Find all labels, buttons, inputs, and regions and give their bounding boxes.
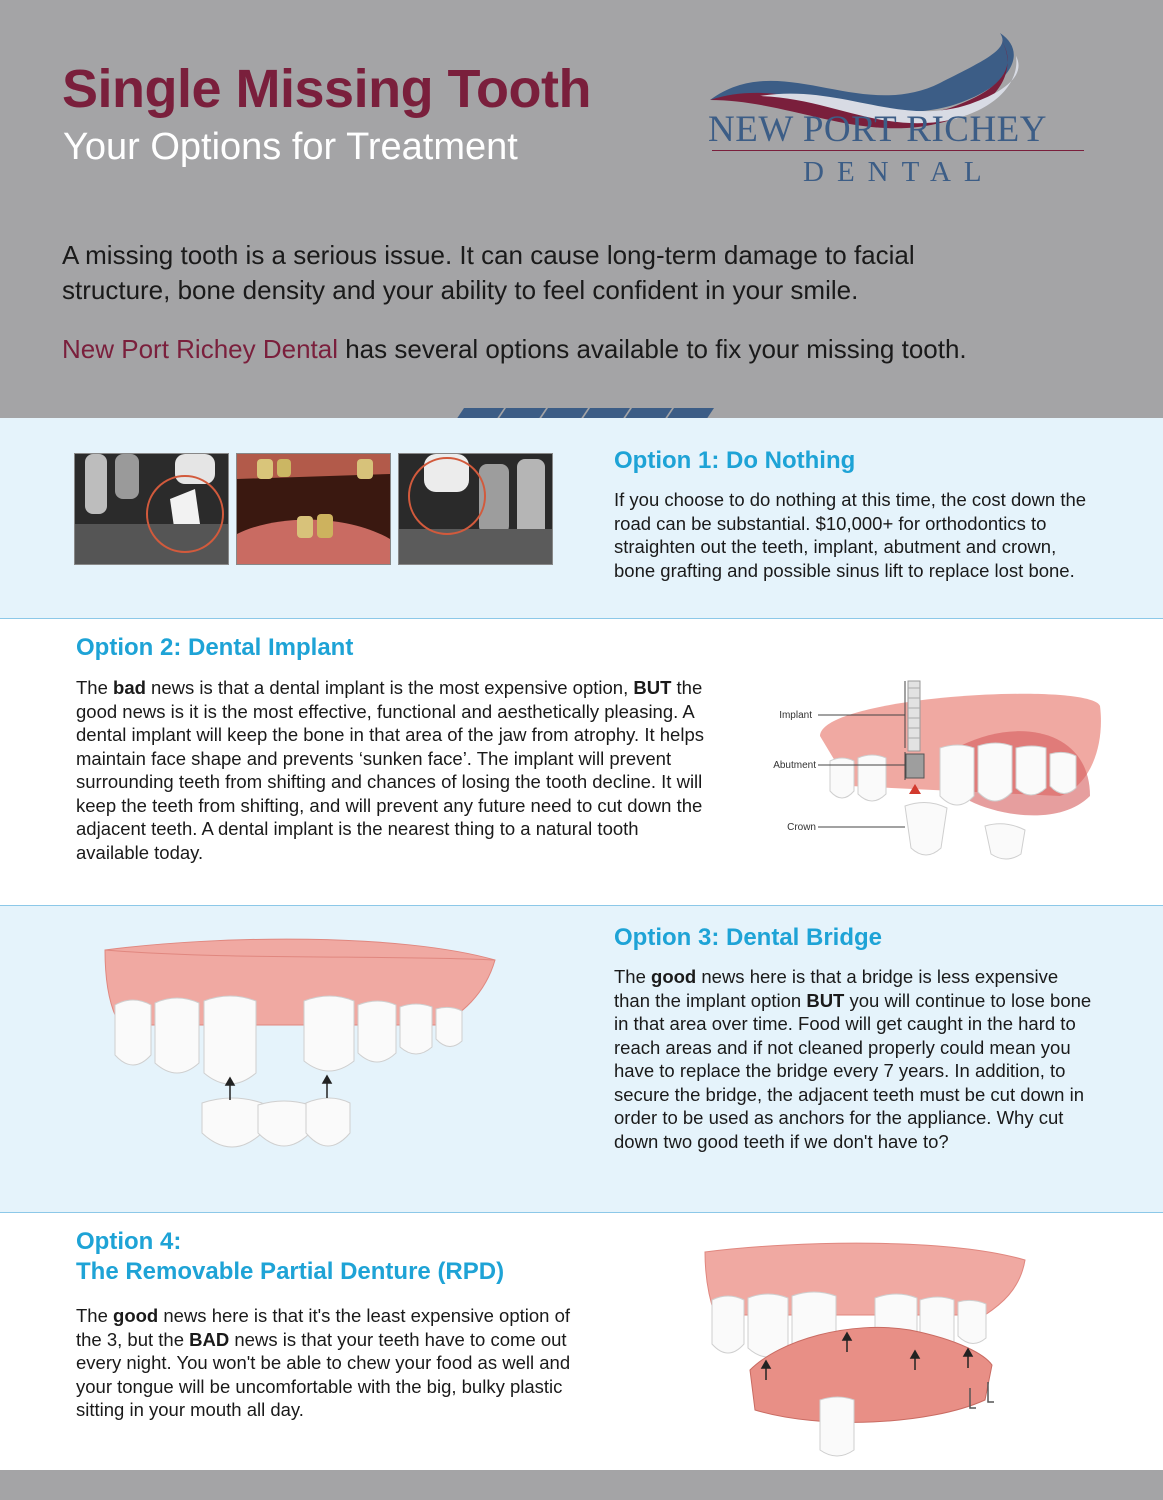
bridge-diagram [100, 935, 500, 1165]
intro-statement-text: has several options available to fix your missing tooth. [338, 334, 967, 364]
intro-statement [62, 334, 967, 365]
text-run: the good news is it is the most effective, functional and aesthetically pleasing. A dental implant will keep the bone in that area of the jaw from atrophy. It helps maintain face shape and prevents ‘sunken face’. The implant will prevent surrounding teeth from shifting and chances of losing the tooth decline. It will keep the teeth from shifting, and will prevent any future need to cut down the adjacent teeth. A dental implant is the nearest thing to a natural tooth available today. [76, 677, 704, 863]
text-emphasis: good [651, 966, 697, 987]
text-run: news here is that a bridge is less expensive than the implant option [614, 966, 1059, 1011]
logo-subwordmark: DENTAL [803, 156, 995, 188]
text-run: The [76, 1305, 114, 1326]
text-run: The [614, 966, 652, 987]
intro-paragraph: A missing tooth is a serious issue. It can cause long-term damage to facial structure, bone density and your ability to feel confident in your smile. [62, 240, 915, 305]
text-emphasis: bad [113, 677, 146, 698]
text-run: news is that a dental implant is the most expensive option, [145, 677, 634, 698]
option2-body [76, 676, 716, 864]
page-subtitle: Your Options for Treatment [63, 126, 518, 168]
divider [0, 618, 1163, 619]
text-emphasis: BUT [806, 989, 845, 1011]
text-run: news is that your teeth have to come out every night. You won't be able to chew your food as well and your tongue will be uncomfortable with the big, bulky plastic sitting in your mouth all day. [76, 1328, 571, 1420]
divider [0, 1212, 1163, 1213]
option1-body: If you choose to do nothing at this time, the cost down the road can be substantial. $10,000+ for orthodontics to straighten out the teeth, implant, abutment and crown, bone grafting and possible sinus lift to replace lost bone. [614, 489, 1087, 581]
page-title: Single Missing Tooth [62, 59, 591, 119]
option3-body [614, 965, 1094, 1153]
logo-divider [712, 150, 1084, 151]
option4-body [76, 1304, 576, 1422]
footer-band [0, 1470, 1163, 1500]
denture-diagram [700, 1240, 1030, 1460]
crown-label: Crown [787, 822, 816, 833]
text-emphasis: BAD [189, 1328, 230, 1350]
option4-subheading: The Removable Partial Denture (RPD) [76, 1258, 505, 1285]
option3-heading: Option 3: Dental Bridge [614, 924, 883, 951]
abutment-label: Abutment [773, 760, 816, 771]
implant-diagram [760, 676, 1110, 866]
text-emphasis: good [113, 1305, 159, 1326]
option1-heading: Option 1: Do Nothing [614, 447, 856, 474]
logo-wordmark: NEW PORT RICHEY [708, 109, 1047, 150]
implant-label: Implant [779, 710, 812, 721]
text-run: news here is that it's the least expensive option of the 3, but the [76, 1305, 571, 1350]
xray-photo-1 [74, 453, 229, 565]
option2-heading: Option 2: Dental Implant [76, 634, 354, 661]
mouth-photo [236, 453, 391, 565]
xray-photo-2 [398, 453, 553, 565]
brand-name: New Port Richey Dental [62, 334, 338, 364]
text-emphasis: BUT [633, 677, 672, 698]
text-run: you will continue to lose bone in that area over time. Food will get caught in the hard to reach areas and if not cleaned properly could mean you have to replace the bridge every 7 years. In addition, to secure the bridge, the adjacent teeth must be cut down in order to be used as anchors for the appliance. Why cut down two good teeth if we don't have to? [614, 989, 1092, 1152]
option4-heading: Option 4: [76, 1228, 182, 1255]
text-run: The [76, 677, 114, 698]
